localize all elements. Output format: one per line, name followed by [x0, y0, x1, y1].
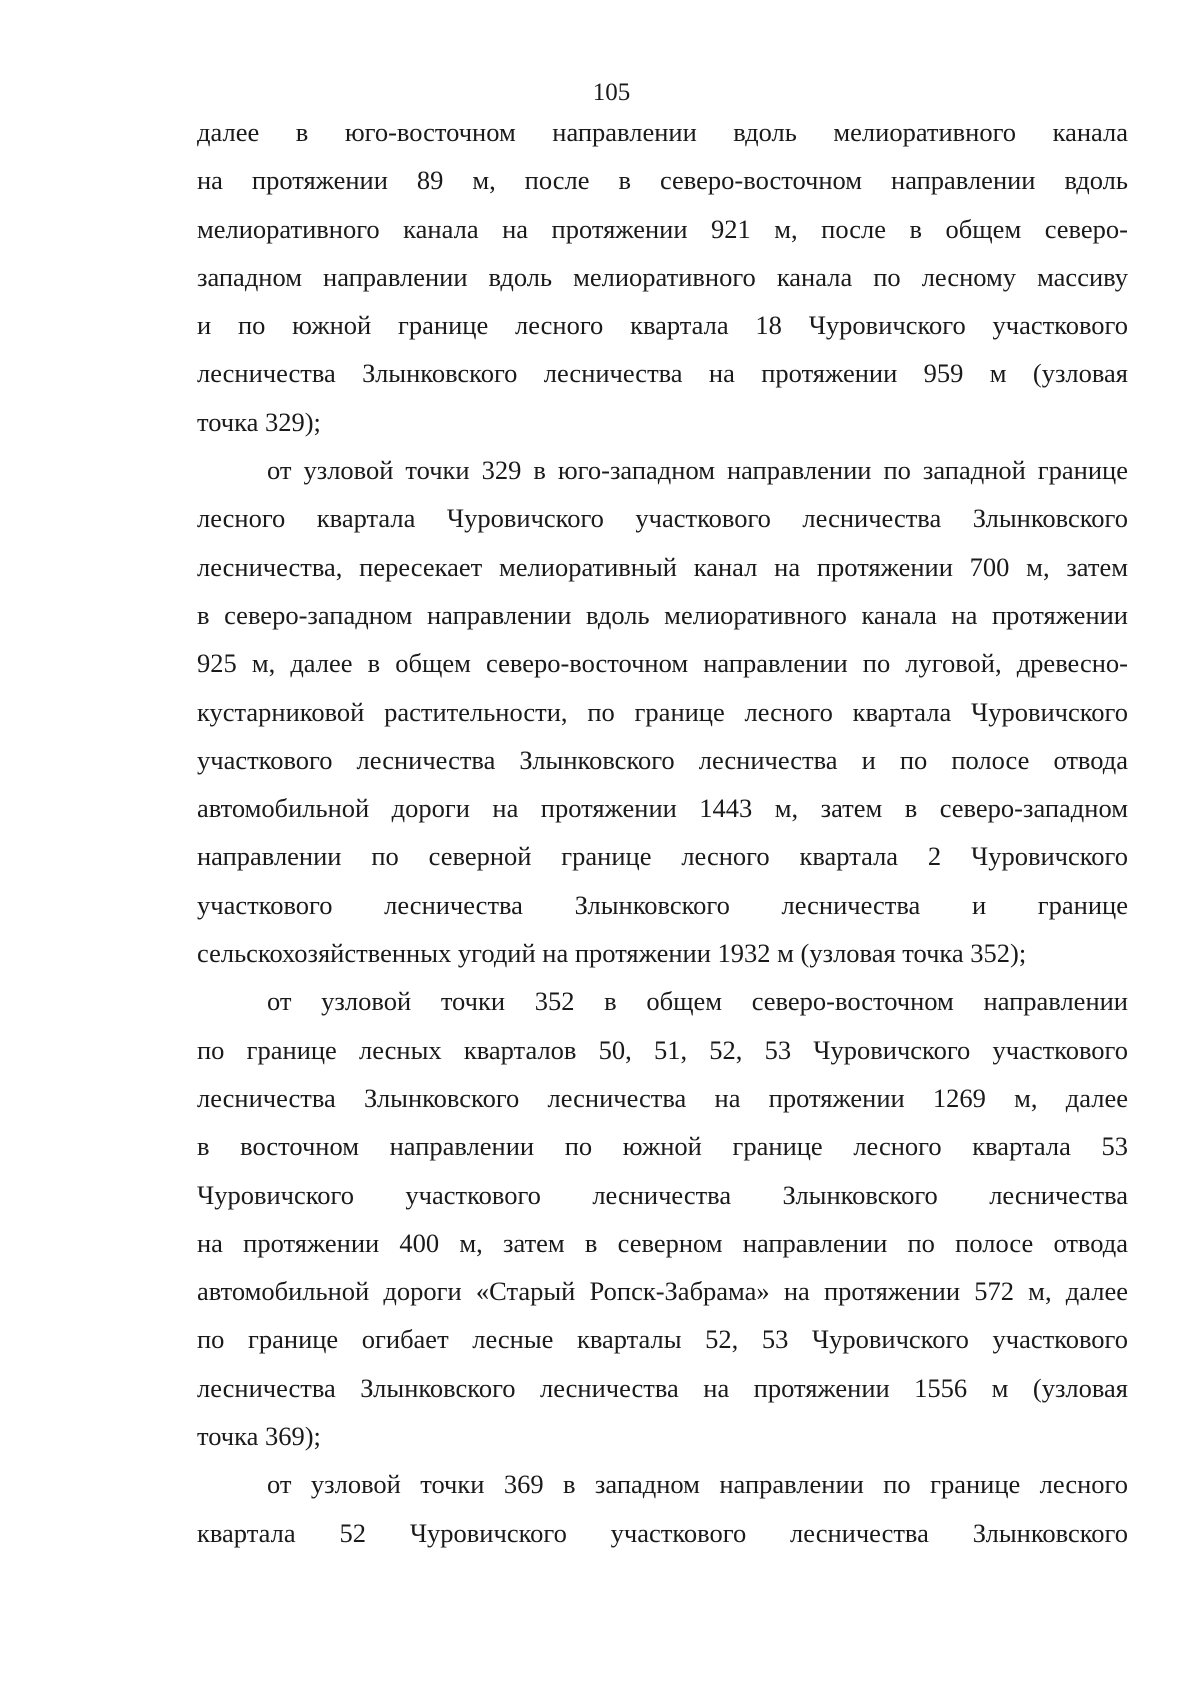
text-line: и по южной границе лесного квартала 18 Чуровичского участкового	[197, 310, 1128, 341]
text-line: в восточном направлении по южной границе лесного квартала 53	[197, 1131, 1128, 1162]
paragraph-3	[197, 977, 1128, 1460]
document-body	[197, 108, 1128, 1557]
text-line: далее в юго-восточном направлении вдоль мелиоративного канала	[197, 117, 1128, 147]
text-line: от узловой точки 352 в общем северо-восточном направлении	[267, 986, 1128, 1017]
text-line: лесничества Злынковского лесничества на протяжении 1269 м, далее	[197, 1082, 1128, 1113]
text-line: на протяжении 400 м, затем в северном направлении по полосе отвода	[197, 1227, 1128, 1258]
text-line: лесного квартала Чуровичского участкового лесничества Злынковского	[197, 503, 1128, 534]
text-line: на протяжении 89 м, после в северо-восточном направлении вдоль	[197, 165, 1128, 196]
text-line: автомобильной дороги «Старый Ропск-Забрама» на протяжении 572 м, далее	[197, 1276, 1128, 1307]
text-line: точка 369);	[197, 1421, 321, 1452]
text-line: участкового лесничества Злынковского лесничества и по полосе отвода	[197, 744, 1128, 775]
paragraph-1	[197, 108, 1128, 446]
text-line: Чуровичского участкового лесничества Злынковского лесничества	[197, 1179, 1128, 1210]
paragraph-2	[197, 446, 1128, 977]
text-line: кустарниковой растительности, по границе лесного квартала Чуровичского	[197, 696, 1128, 727]
text-line: от узловой точки 329 в юго-западном направлении по западной границе	[267, 455, 1128, 486]
page-number: 105	[592, 79, 631, 106]
text-line: точка 329);	[197, 406, 321, 437]
text-line: в северо-западном направлении вдоль мелиоративного канала на протяжении	[197, 599, 1128, 630]
text-line: мелиоративного канала на протяжении 921 м, после в общем северо-	[197, 213, 1128, 244]
text-line: от узловой точки 369 в западном направлении по границе лесного	[267, 1469, 1128, 1500]
text-line: лесничества, пересекает мелиоративный канал на протяжении 700 м, затем	[197, 551, 1128, 582]
text-line: 925 м, далее в общем северо-восточном направлении по луговой, древесно-	[197, 648, 1128, 679]
text-line: по границе лесных кварталов 50, 51, 52, 53 Чуровичского участкового	[197, 1034, 1128, 1065]
paragraph-4	[197, 1460, 1128, 1557]
text-line: участкового лесничества Злынковского лесничества и границе	[197, 889, 1128, 920]
text-line: западном направлении вдоль мелиоративного канала по лесному массиву	[197, 261, 1128, 292]
text-line: по границе огибает лесные кварталы 52, 53 Чуровичского участкового	[197, 1324, 1128, 1355]
text-line: автомобильной дороги на протяжении 1443 м, затем в северо-западном	[197, 793, 1128, 824]
text-line: лесничества Злынковского лесничества на протяжении 959 м (узловая	[197, 358, 1128, 389]
text-line: квартала 52 Чуровичского участкового лесничества Злынковского	[197, 1517, 1128, 1548]
text-line: лесничества Злынковского лесничества на протяжении 1556 м (узловая	[197, 1372, 1128, 1403]
text-line: сельскохозяйственных угодий на протяжении 1932 м (узловая точка 352);	[197, 938, 1027, 969]
text-line: направлении по северной границе лесного квартала 2 Чуровичского	[197, 841, 1128, 872]
